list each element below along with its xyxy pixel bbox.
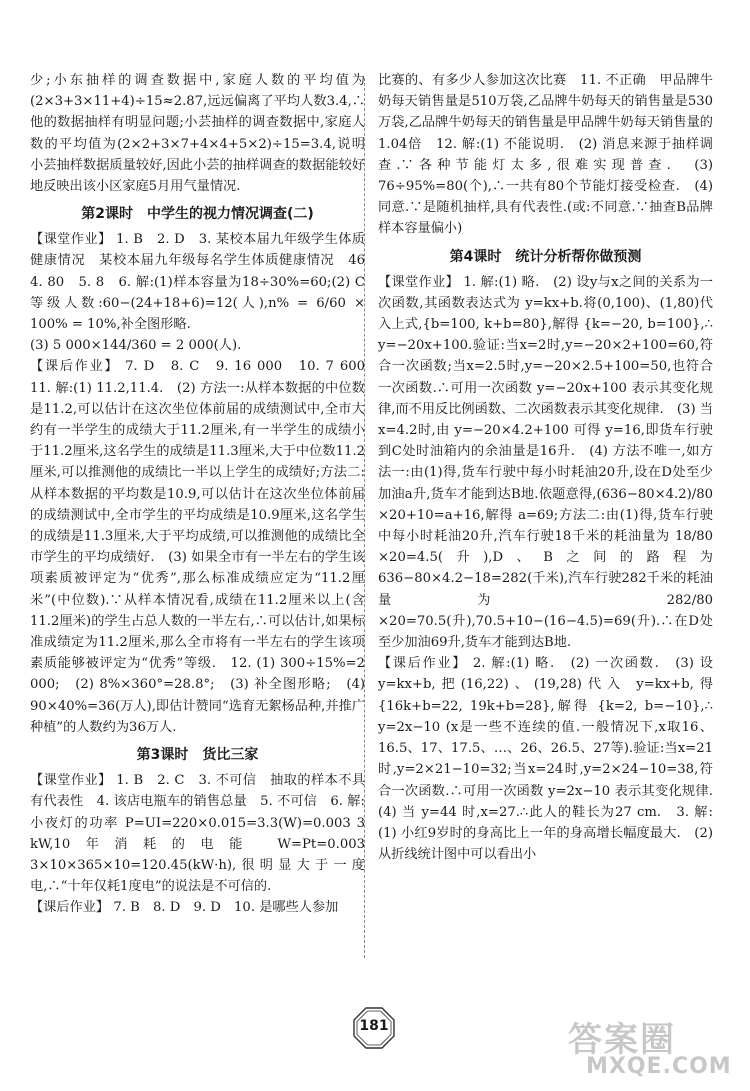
text-paragraph: 比赛的、有多少人参加这次比赛 11. 不正确 甲品牌牛奶每天销售量是510万袋,乙品牌牛奶每天的销售量是530万袋,乙品牌牛奶每天的销售量是甲品牌牛奶每天销售量的1.04倍 12. 解:(1) 不能说明. (2) 消息来源于抽样调查.∵各种节能灯太多,很难实现普查. (3) 76÷95%=80(个),∴一共有80个节能灯接受检查. (4) 同意.∵是随机抽样,具有代表性.(或:不同意.∵抽查B品牌样本容量偏小) [378,73,713,237]
page-number-badge [352,1006,396,1050]
text-paragraph: 少;小东抽样的调查数据中,家庭人数的平均值为(2×3+3×11+4)÷15≈2.87,远远偏离了平均人数3.4,∴他的数据抽样有明显问题;小芸抽样的调查数据中,家庭人数的平均值为(2×2+3×7+4×4+5×2)÷15=3.4,说明小芸抽样数据质量较好,因此小芸的抽样调查的数据能较好地反映出该小区家庭5月用气量情况. [30,73,365,195]
section-heading: 第2课时 中学生的视力情况调查(二) [81,206,314,223]
text-paragraph: 【课后作业】 7. B 8. D 9. D 10. 是哪些人参加 [30,900,339,916]
page-number: 181 [359,1018,389,1034]
watermark [568,1012,744,1084]
text-paragraph: 【课后作业】 7. D 8. C 9. 16 000 10. 7 600 11. 解:(1) 11.2,11.4. (2) 方法一:从样本数据的中位数是11.2,可以估计在这次坐位体前届的成绩测试中,全市大约有一半学生的成绩大于11.2厘米,有一半学生的成绩小于11.2厘米,这名学生的成绩是11.3厘米,大于中位数11.2厘米,可以推测他的成绩比一半以上学生的成绩好;方法二:从样本数据的平均数是10.9,可以估计在这次坐位体前届的成绩测试中,全市学生的平均成绩是10.9厘米,这名学生的成绩是11.3厘米,大于平均成绩,可以推测他的成绩比全市学生的平均成绩好. (3) 如果全市有一半左右的学生该项素质被评定为“优秀”,那么标准成绩应定为“11.2厘米”(中位数).∵从样本情况看,成绩在11.2厘米以上(含11.2厘米)的学生占总人数的一半左右,∴可以估计,如果标准成绩定为11.2厘米,那么全市将有一半左右的学生该项素质能够被评定为“优秀”等级. 12. (1) 300÷15%=2 000; (2) 8%×360°=28.8°; (3) 补全图形略; (4) 90×40%=36(万人),即估计赞同“选育无絮杨品种,并推广种植”的人数约为36万人. [30,359,379,735]
watermark-url: MXQE.COM [586,1054,732,1079]
watermark-logo-text: 答案圈 [568,1020,676,1060]
text-paragraph: 【课堂作业】 1. B 2. D 3. 某校本届九年级学生体质健康情况 某校本届九年级每名学生体质健康情况 46 4. 80 5. 8 6. 解:(1)样本容量为18÷30%=60;(2) C等级人数:60−(24+18+6)=12(人),n% = 6/60 × 100% = 10%,补全图形略. [30,232,379,333]
text-paragraph: 【课堂作业】 1. 解:(1) 略. (2) 设y与x之间的关系为一次函数,其函数表达式为 y=kx+b.将(0,100)、(1,80)代入上式,{b=100, k+b=80},解得 {k=−20, b=100},∴ y=−20x+100.验证:当x=2时,y=−20×2+100=60,符合一次函数;当x=2.5时,y=−20×2.5+100=50,也符合一次函数.∴可用一次函数 y=−20x+100 表示其变化规律,而不用反比例函数、二次函数表示其变化规律. (3) 当x=4.2时,由 y=−20×4.2+100 可得 y=16,即货车行驶到C处时油箱内的余油量是16升. (4) 方法不唯一,如方法一:由(1)得,货车行驶中每小时耗油20升,设在D处至少加油a升,货车才能到达B地.依题意得,(636−80×4.2)/80 ×20+10=a+16,解得 a=69;方法二:由(1)得,货车行驶中每小时耗油20升,汽车行驶18千米的耗油量为 18/80 ×20=4.5(升),D、B之间的路程为 636−80×4.2−18=282(千米),汽车行驶282千米的耗油量为 282/80 ×20=70.5(升),70.5+10−(16−4.5)=69(升).∴在D处至少加油69升,货车才能到达B地. [378,274,713,651]
left-column [30,70,379,919]
text-paragraph: 【课后作业】 2. 解:(1) 略. (2) 一次函数. (3) 设y=kx+b,把(16,22)、(19,28)代入 y=kx+b,得 {16k+b=22, 19k+b=28},解得 {k=2, b=−10},∴ y=2x−10 (x是一些不连续的值.一般情况下,x取16、16.5、17、17.5、…、26、26.5、27等).验证:当x=21时,y=2×21−10=32;当x=24时,y=2×24−10=38,符合一次函数.∴可用一次函数 y=2x−10 表示其变化规律. (4) 当 y=44 时,x=27.∴此人的鞋长为27 cm. 3. 解:(1) 小红9岁时的身高比上一年的身高增长幅度最大. (2) 从折线统计图中可以看出小 [378,656,727,863]
text-paragraph: (3) 5 000×144/360 = 2 000(人). [30,338,242,354]
section-heading: 第4课时 统计分析帮你做预测 [449,248,642,265]
right-column [378,70,727,865]
text-paragraph: 【课堂作业】 1. B 2. C 3. 不可信 抽取的样本不具有代表性 4. 该店电瓶车的销售总量 5. 不可信 6. 解:小夜灯的功率 P=UI=220×0.015=3.3(W)=0.003 3 kW,10年消耗的电能 W=Pt=0.003 3×10×365×10=120.45(kW·h),很明显大于一度电,∴“十年仅耗1度电”的说法是不可信的. [30,773,365,895]
section-heading: 第3课时 货比三家 [136,747,259,764]
